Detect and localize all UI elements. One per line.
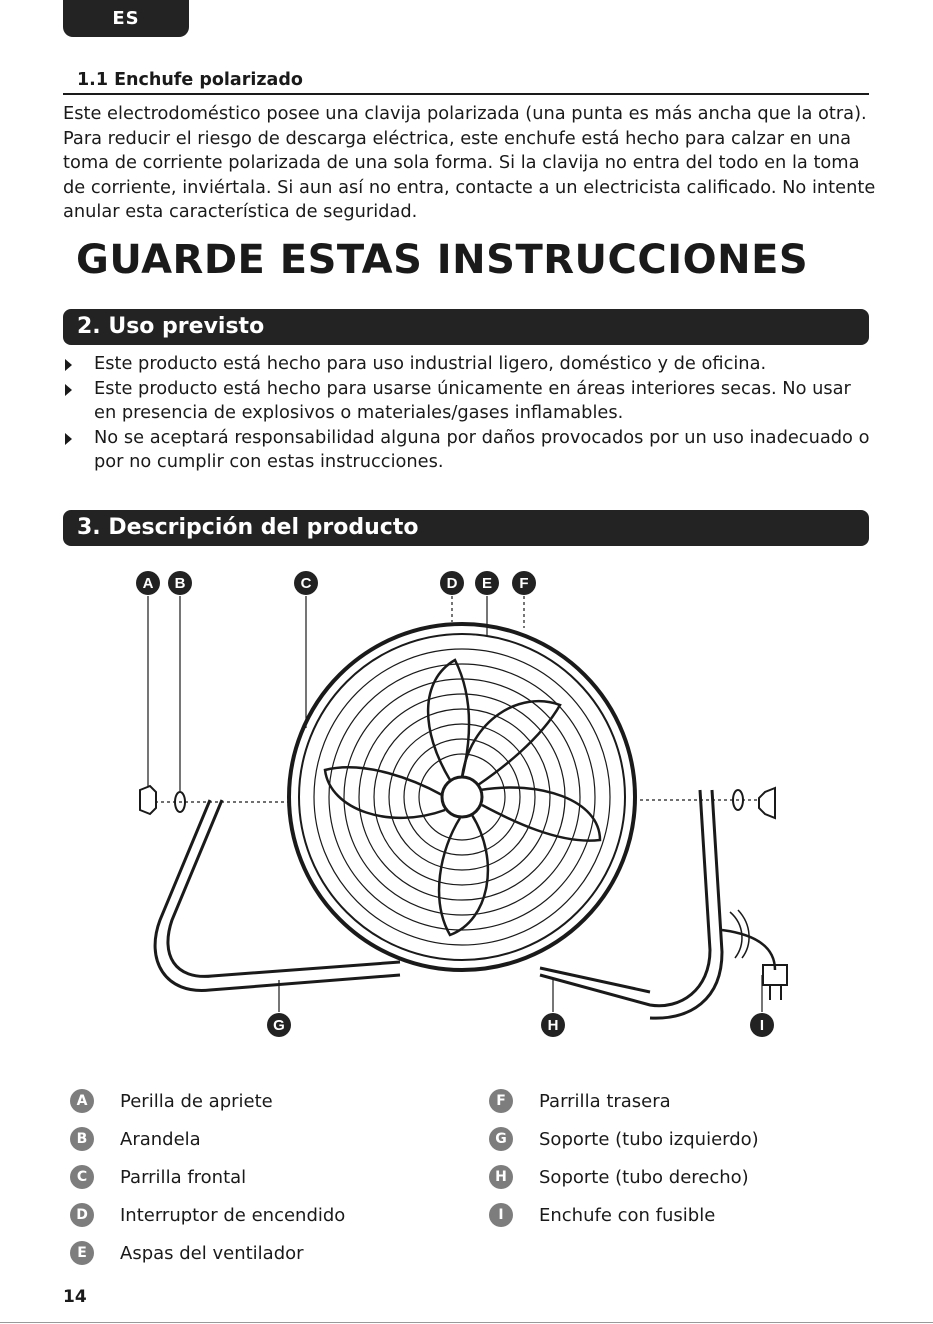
list-item: [63, 352, 878, 377]
legend-text: Soporte (tubo izquierdo): [539, 1128, 759, 1150]
legend-badge: D: [70, 1203, 94, 1227]
svg-text:D: D: [446, 575, 458, 592]
legend-badge: F: [489, 1089, 513, 1113]
language-tab: ES: [63, 0, 189, 37]
svg-text:C: C: [300, 575, 312, 592]
svg-text:E: E: [481, 575, 493, 592]
svg-text:A: A: [142, 575, 154, 592]
legend-item: [70, 1158, 345, 1196]
section-1-1-heading: 1.1 Enchufe polarizado: [63, 70, 869, 95]
legend-left-column: [70, 1082, 345, 1272]
callout-badge-c: [294, 571, 318, 595]
legend-text: Soporte (tubo derecho): [539, 1166, 749, 1188]
bullet-text: Este producto está hecho para usarse únicamente en áreas interiores secas. No usar en presencia de explosivos o materiales/gases inflamables.: [94, 377, 851, 423]
callout-badge-e: [475, 571, 499, 595]
legend-item: [489, 1120, 759, 1158]
legend-badge: H: [489, 1165, 513, 1189]
callout-badge-g: [267, 1013, 291, 1037]
legend-text: Aspas del ventilador: [120, 1242, 304, 1264]
callout-badge-b: [168, 571, 192, 595]
section-3-heading: 3. Descripción del producto: [63, 510, 869, 546]
bullet-icon: [65, 433, 72, 445]
bottom-divider: [0, 1322, 933, 1323]
bullet-icon: [65, 384, 72, 396]
callout-badge-f: [512, 571, 536, 595]
legend-item: [70, 1196, 345, 1234]
legend-item: [489, 1082, 759, 1120]
legend-item: [489, 1158, 759, 1196]
bullet-text: Este producto está hecho para uso industrial ligero, doméstico y de oficina.: [94, 353, 767, 374]
legend-text: Parrilla trasera: [539, 1090, 671, 1112]
legend-text: Enchufe con fusible: [539, 1204, 716, 1226]
callout-badge-d: [440, 571, 464, 595]
legend-text: Parrilla frontal: [120, 1166, 247, 1188]
legend-badge: I: [489, 1203, 513, 1227]
svg-text:B: B: [174, 575, 186, 592]
list-item: [63, 426, 878, 475]
legend-item: [489, 1196, 759, 1234]
intended-use-list: [63, 352, 878, 475]
legend-badge: C: [70, 1165, 94, 1189]
legend-text: Interruptor de encendido: [120, 1204, 346, 1226]
bullet-icon: [65, 359, 72, 371]
page-number: 14: [63, 1287, 87, 1307]
legend-badge: G: [489, 1127, 513, 1151]
legend-badge: A: [70, 1089, 94, 1113]
list-item: [63, 377, 878, 426]
svg-text:H: H: [547, 1017, 559, 1034]
section-2-heading: 2. Uso previsto: [63, 309, 869, 345]
save-instructions-banner: GUARDE ESTAS INSTRUCCIONES: [76, 237, 809, 283]
legend-badge: B: [70, 1127, 94, 1151]
callout-badge-h: [541, 1013, 565, 1037]
legend-badge: E: [70, 1241, 94, 1265]
svg-text:I: I: [759, 1017, 765, 1034]
svg-text:F: F: [519, 575, 529, 592]
callout-badge-a: [136, 571, 160, 595]
legend-right-column: [489, 1082, 759, 1234]
polarized-plug-paragraph: Este electrodoméstico posee una clavija polarizada (una punta es más ancha que la otra). Para reducir el riesgo de descarga eléctrica, este enchufe está hecho para calzar en una toma de corriente polarizada de una sola forma. Si la clavija no entra del todo en la toma de corriente, inviértala. Si aun así no entra, contacte a un electricista calificado. No intente anular esta característica de seguridad.: [63, 103, 876, 222]
callout-badge-i: [750, 1013, 774, 1037]
legend-text: Perilla de apriete: [120, 1090, 273, 1112]
svg-text:G: G: [273, 1017, 285, 1034]
legend-item: [70, 1234, 345, 1272]
legend-text: Arandela: [120, 1128, 201, 1150]
legend-item: [70, 1120, 345, 1158]
fan-exploded-diagram: [0, 560, 933, 1050]
bullet-text: No se aceptará responsabilidad alguna por daños provocados por un uso inadecuado o por no cumplir con estas instrucciones.: [94, 426, 870, 472]
legend-item: [70, 1082, 345, 1120]
